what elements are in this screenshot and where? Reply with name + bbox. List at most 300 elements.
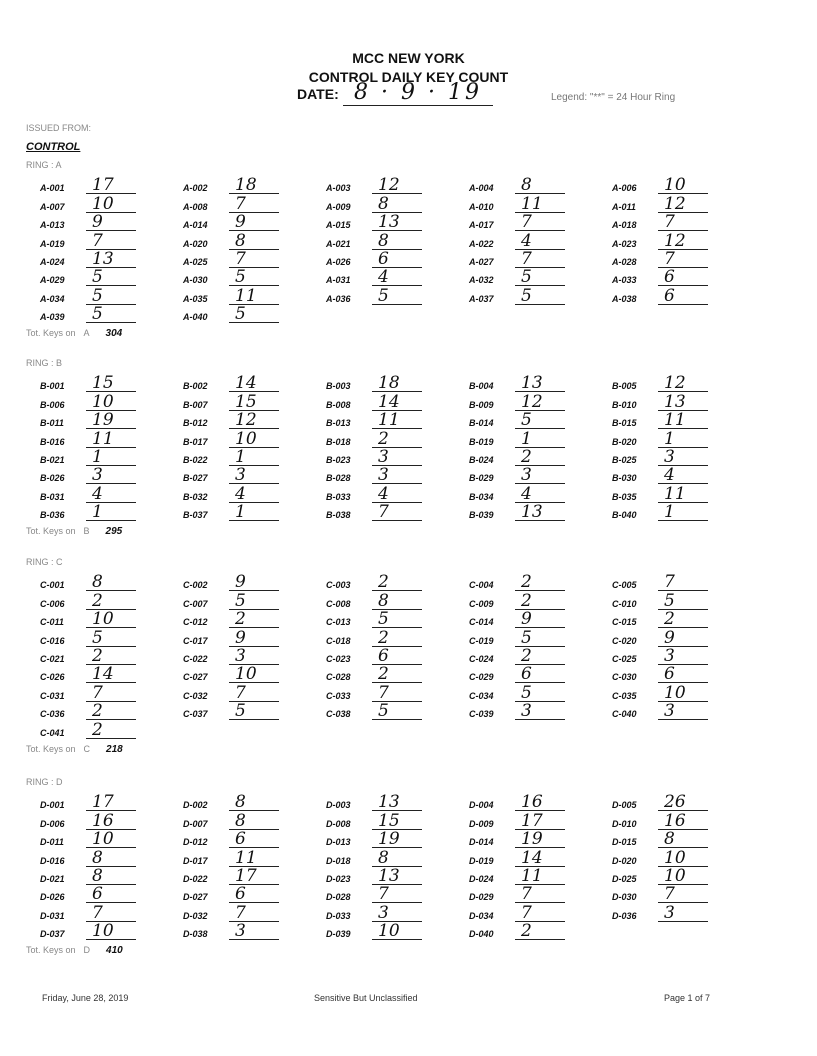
key-entry xyxy=(322,392,465,410)
key-entry xyxy=(608,830,751,848)
key-count: 13 xyxy=(86,251,136,268)
key-entry xyxy=(608,848,751,866)
key-count: 5 xyxy=(86,306,136,323)
key-entry xyxy=(36,484,179,502)
key-entry xyxy=(36,231,179,249)
ring-total-row xyxy=(26,942,816,960)
key-entry xyxy=(322,250,465,268)
key-code: B-019 xyxy=(469,436,494,447)
key-code: C-013 xyxy=(326,617,351,628)
key-entry xyxy=(465,922,608,940)
key-entry xyxy=(179,628,322,646)
key-code: C-026 xyxy=(40,672,65,683)
key-count: 5 xyxy=(229,269,279,286)
key-count: 17 xyxy=(229,868,279,885)
ring-total-row xyxy=(26,523,816,541)
key-count: 12 xyxy=(658,196,708,213)
key-count: 5 xyxy=(515,412,565,429)
key-code: C-017 xyxy=(183,635,208,646)
key-entry xyxy=(179,286,322,304)
key-count: 11 xyxy=(658,486,708,503)
key-code: D-038 xyxy=(183,929,208,940)
key-count: 3 xyxy=(372,449,422,466)
key-count: 10 xyxy=(229,431,279,448)
key-count: 7 xyxy=(229,196,279,213)
key-count: 10 xyxy=(229,666,279,683)
key-entry xyxy=(608,867,751,885)
key-count: 8 xyxy=(229,233,279,250)
key-entry xyxy=(465,411,608,429)
key-count: 2 xyxy=(86,703,136,720)
key-code: C-015 xyxy=(612,617,637,628)
key-count: 26 xyxy=(658,794,708,811)
key-code: B-004 xyxy=(469,381,494,392)
key-count: 1 xyxy=(86,504,136,521)
key-count: 5 xyxy=(515,269,565,286)
key-code: D-016 xyxy=(40,855,65,866)
key-code: B-026 xyxy=(40,473,65,484)
key-code: A-027 xyxy=(469,256,494,267)
total-value: 218 xyxy=(106,743,123,755)
key-entry xyxy=(608,573,751,591)
key-code: C-032 xyxy=(183,690,208,701)
key-count: 4 xyxy=(86,486,136,503)
key-entry xyxy=(465,903,608,921)
key-count: 7 xyxy=(658,574,708,591)
key-code: A-022 xyxy=(469,238,494,249)
key-code: D-009 xyxy=(469,818,494,829)
key-count: 2 xyxy=(515,593,565,610)
key-code: A-007 xyxy=(40,201,65,212)
key-count: 13 xyxy=(372,868,422,885)
key-count: 5 xyxy=(658,593,708,610)
key-count: 1 xyxy=(229,504,279,521)
key-entry xyxy=(36,503,179,521)
key-count: 1 xyxy=(229,449,279,466)
key-code: C-030 xyxy=(612,672,637,683)
key-code: B-002 xyxy=(183,381,208,392)
key-entry xyxy=(179,867,322,885)
key-count: 3 xyxy=(372,467,422,484)
key-entry xyxy=(322,848,465,866)
key-code: A-014 xyxy=(183,220,208,231)
key-code: B-036 xyxy=(40,510,65,521)
total-label: Tot. Keys on xyxy=(26,526,76,537)
key-count: 6 xyxy=(372,251,422,268)
key-code: B-011 xyxy=(40,418,64,429)
key-code: D-033 xyxy=(326,910,351,921)
key-code: B-033 xyxy=(326,491,351,502)
key-code: C-023 xyxy=(326,653,351,664)
key-code: D-026 xyxy=(40,892,65,903)
key-count: 14 xyxy=(86,666,136,683)
key-entry xyxy=(608,591,751,609)
key-code: C-028 xyxy=(326,672,351,683)
key-count: 9 xyxy=(229,214,279,231)
key-code: C-037 xyxy=(183,709,208,720)
key-count: 5 xyxy=(229,593,279,610)
key-count: 7 xyxy=(229,685,279,702)
key-count: 19 xyxy=(86,412,136,429)
key-count: 9 xyxy=(86,214,136,231)
key-entry xyxy=(322,573,465,591)
key-grid xyxy=(36,176,816,323)
key-code: A-035 xyxy=(183,293,208,304)
key-code: B-007 xyxy=(183,399,208,410)
key-entry xyxy=(36,848,179,866)
key-entry xyxy=(36,268,179,286)
key-code: D-024 xyxy=(469,873,494,884)
key-code: B-006 xyxy=(40,399,65,410)
key-code: A-026 xyxy=(326,256,351,267)
key-code: A-004 xyxy=(469,183,494,194)
key-count: 5 xyxy=(372,288,422,305)
key-count: 14 xyxy=(372,394,422,411)
key-entry xyxy=(322,286,465,304)
key-count: 8 xyxy=(658,831,708,848)
key-entry xyxy=(608,429,751,447)
key-code: B-015 xyxy=(612,418,637,429)
key-code: C-011 xyxy=(40,617,64,628)
key-code: B-025 xyxy=(612,454,637,465)
key-count: 10 xyxy=(658,685,708,702)
key-code: C-009 xyxy=(469,598,494,609)
key-code: B-037 xyxy=(183,510,208,521)
key-count: 9 xyxy=(229,574,279,591)
key-entry xyxy=(36,305,179,323)
key-count: 5 xyxy=(229,306,279,323)
key-entry xyxy=(179,702,322,720)
footer-classification: Sensitive But Unclassified xyxy=(314,993,418,1003)
ring-label: RING : D xyxy=(26,777,63,787)
key-grid xyxy=(36,793,816,940)
key-entry xyxy=(608,484,751,502)
key-entry xyxy=(36,830,179,848)
key-code: A-003 xyxy=(326,183,351,194)
key-entry xyxy=(465,194,608,212)
key-entry xyxy=(465,830,608,848)
key-count: 6 xyxy=(658,288,708,305)
key-code: C-041 xyxy=(40,727,65,738)
key-code: A-011 xyxy=(612,201,636,212)
key-count: 1 xyxy=(515,431,565,448)
key-entry xyxy=(36,793,179,811)
key-code: C-027 xyxy=(183,672,208,683)
key-count: 2 xyxy=(86,593,136,610)
key-code: C-005 xyxy=(612,580,637,591)
key-entry xyxy=(36,867,179,885)
key-code: C-036 xyxy=(40,709,65,720)
key-entry xyxy=(465,250,608,268)
key-code: D-025 xyxy=(612,873,637,884)
key-count: 5 xyxy=(515,685,565,702)
key-count: 6 xyxy=(229,886,279,903)
key-count: 3 xyxy=(372,905,422,922)
key-code: C-024 xyxy=(469,653,494,664)
key-count: 3 xyxy=(229,467,279,484)
key-count: 12 xyxy=(515,394,565,411)
key-entry xyxy=(465,683,608,701)
key-entry xyxy=(36,448,179,466)
key-count: 7 xyxy=(86,685,136,702)
key-entry xyxy=(465,286,608,304)
key-entry xyxy=(179,591,322,609)
key-count: 9 xyxy=(229,630,279,647)
key-code: A-036 xyxy=(326,293,351,304)
key-count: 16 xyxy=(86,813,136,830)
total-value: 410 xyxy=(106,945,123,957)
key-entry xyxy=(179,466,322,484)
key-entry xyxy=(179,503,322,521)
total-ring-letter: B xyxy=(83,526,90,537)
key-entry xyxy=(322,702,465,720)
key-code: D-017 xyxy=(183,855,208,866)
key-entry xyxy=(322,374,465,392)
key-entry xyxy=(465,231,608,249)
key-code: D-030 xyxy=(612,892,637,903)
key-count: 2 xyxy=(515,449,565,466)
key-code: A-030 xyxy=(183,275,208,286)
key-code: B-031 xyxy=(40,491,65,502)
total-value: 295 xyxy=(105,526,123,538)
key-count: 13 xyxy=(372,214,422,231)
key-entry xyxy=(36,628,179,646)
key-entry xyxy=(36,466,179,484)
key-count: 11 xyxy=(86,431,136,448)
key-entry xyxy=(608,176,751,194)
key-code: A-025 xyxy=(183,256,208,267)
key-code: D-001 xyxy=(40,800,65,811)
key-count: 17 xyxy=(86,794,136,811)
key-code: A-023 xyxy=(612,238,637,249)
key-entry xyxy=(322,647,465,665)
key-entry xyxy=(465,591,608,609)
key-code: A-020 xyxy=(183,238,208,249)
key-count: 13 xyxy=(372,794,422,811)
key-count: 8 xyxy=(229,794,279,811)
key-entry xyxy=(322,268,465,286)
key-code: A-015 xyxy=(326,220,351,231)
key-entry xyxy=(465,466,608,484)
key-entry xyxy=(179,811,322,829)
key-count: 10 xyxy=(86,394,136,411)
key-code: B-013 xyxy=(326,418,351,429)
key-count: 8 xyxy=(515,177,565,194)
key-entry xyxy=(608,231,751,249)
key-count: 2 xyxy=(372,666,422,683)
key-code: D-002 xyxy=(183,800,208,811)
key-entry xyxy=(608,628,751,646)
key-grid xyxy=(36,573,816,739)
key-entry xyxy=(322,194,465,212)
key-code: D-012 xyxy=(183,837,208,848)
key-entry xyxy=(179,176,322,194)
key-count: 9 xyxy=(658,630,708,647)
key-count: 8 xyxy=(372,233,422,250)
key-entry xyxy=(465,213,608,231)
ring-label: RING : A xyxy=(26,160,62,170)
key-code: D-031 xyxy=(40,910,65,921)
total-label: Tot. Keys on xyxy=(26,328,76,339)
key-code: C-025 xyxy=(612,653,637,664)
key-code: A-013 xyxy=(40,220,65,231)
key-count: 3 xyxy=(658,449,708,466)
key-entry xyxy=(322,429,465,447)
key-count: 5 xyxy=(372,611,422,628)
key-count: 2 xyxy=(86,722,136,739)
total-label: Tot. Keys on xyxy=(26,945,76,956)
key-entry xyxy=(465,268,608,286)
key-code: C-040 xyxy=(612,709,637,720)
key-count: 6 xyxy=(229,831,279,848)
key-code: C-038 xyxy=(326,709,351,720)
key-code: C-014 xyxy=(469,617,494,628)
legend-text: Legend: "**" = 24 Hour Ring xyxy=(551,92,676,103)
key-code: C-019 xyxy=(469,635,494,646)
key-count: 6 xyxy=(658,269,708,286)
key-entry xyxy=(322,885,465,903)
key-code: A-037 xyxy=(469,293,494,304)
key-count: 11 xyxy=(658,412,708,429)
key-entry xyxy=(36,286,179,304)
key-entry xyxy=(36,683,179,701)
key-code: B-001 xyxy=(40,381,65,392)
key-code: B-008 xyxy=(326,399,351,410)
key-entry xyxy=(179,830,322,848)
key-code: D-015 xyxy=(612,837,637,848)
key-entry xyxy=(608,268,751,286)
key-code: D-003 xyxy=(326,800,351,811)
total-ring-letter: C xyxy=(83,743,91,754)
key-entry xyxy=(465,573,608,591)
key-entry xyxy=(36,213,179,231)
key-entry xyxy=(179,610,322,628)
key-entry xyxy=(179,268,322,286)
key-code: D-037 xyxy=(40,929,65,940)
key-code: B-016 xyxy=(40,436,65,447)
key-entry xyxy=(179,231,322,249)
key-entry xyxy=(179,213,322,231)
key-count: 6 xyxy=(515,666,565,683)
key-code: B-017 xyxy=(183,436,208,447)
key-count: 3 xyxy=(515,467,565,484)
key-count: 3 xyxy=(229,923,279,940)
key-code: D-029 xyxy=(469,892,494,903)
key-entry xyxy=(322,830,465,848)
key-code: B-012 xyxy=(183,418,208,429)
key-entry xyxy=(608,194,751,212)
key-code: B-014 xyxy=(469,418,494,429)
key-code: D-036 xyxy=(612,910,637,921)
key-count: 7 xyxy=(658,886,708,903)
key-code: C-039 xyxy=(469,709,494,720)
key-code: B-035 xyxy=(612,491,637,502)
key-code: A-019 xyxy=(40,238,65,249)
key-count: 4 xyxy=(515,233,565,250)
key-entry xyxy=(608,392,751,410)
key-entry xyxy=(465,647,608,665)
key-count: 7 xyxy=(658,214,708,231)
key-count: 7 xyxy=(372,886,422,903)
key-entry xyxy=(465,503,608,521)
key-entry xyxy=(179,922,322,940)
key-code: D-034 xyxy=(469,910,494,921)
key-count: 4 xyxy=(658,467,708,484)
key-code: A-009 xyxy=(326,201,351,212)
key-code: A-031 xyxy=(326,275,351,286)
key-count: 4 xyxy=(515,486,565,503)
key-count: 12 xyxy=(229,412,279,429)
key-code: A-040 xyxy=(183,312,208,323)
date-value: 8 · 9 · 19 xyxy=(343,80,493,106)
key-count: 12 xyxy=(372,177,422,194)
key-code: A-028 xyxy=(612,256,637,267)
key-code: D-004 xyxy=(469,800,494,811)
key-entry xyxy=(36,374,179,392)
key-code: D-020 xyxy=(612,855,637,866)
key-entry xyxy=(322,628,465,646)
key-entry xyxy=(608,665,751,683)
key-code: B-005 xyxy=(612,381,637,392)
key-entry xyxy=(322,411,465,429)
key-count: 10 xyxy=(86,831,136,848)
key-code: B-032 xyxy=(183,491,208,502)
key-code: D-008 xyxy=(326,818,351,829)
key-entry xyxy=(179,411,322,429)
key-count: 12 xyxy=(658,375,708,392)
key-entry xyxy=(465,811,608,829)
key-entry xyxy=(36,194,179,212)
key-code: B-023 xyxy=(326,454,351,465)
key-code: D-007 xyxy=(183,818,208,829)
key-grid xyxy=(36,374,816,521)
key-count: 4 xyxy=(229,486,279,503)
key-entry xyxy=(322,213,465,231)
key-entry xyxy=(322,591,465,609)
key-count: 17 xyxy=(515,813,565,830)
key-count: 16 xyxy=(515,794,565,811)
key-count: 10 xyxy=(86,611,136,628)
key-entry xyxy=(179,374,322,392)
ring-label: RING : B xyxy=(26,358,63,368)
key-count: 5 xyxy=(86,288,136,305)
key-entry xyxy=(465,793,608,811)
key-code: B-024 xyxy=(469,454,494,465)
key-entry xyxy=(608,610,751,628)
key-code: B-018 xyxy=(326,436,351,447)
key-code: C-021 xyxy=(40,653,65,664)
key-count: 3 xyxy=(515,703,565,720)
key-count: 10 xyxy=(658,850,708,867)
key-code: A-032 xyxy=(469,275,494,286)
key-entry xyxy=(322,176,465,194)
key-count: 8 xyxy=(86,868,136,885)
key-code: B-034 xyxy=(469,491,494,502)
key-entry xyxy=(179,683,322,701)
key-count: 5 xyxy=(372,703,422,720)
key-count: 19 xyxy=(372,831,422,848)
key-entry xyxy=(36,922,179,940)
key-count: 7 xyxy=(515,905,565,922)
key-entry xyxy=(465,628,608,646)
key-count: 6 xyxy=(86,886,136,903)
key-count: 9 xyxy=(515,611,565,628)
key-entry xyxy=(608,793,751,811)
key-entry xyxy=(465,867,608,885)
department-label: CONTROL xyxy=(26,141,81,153)
key-count: 18 xyxy=(229,177,279,194)
key-count: 11 xyxy=(372,412,422,429)
